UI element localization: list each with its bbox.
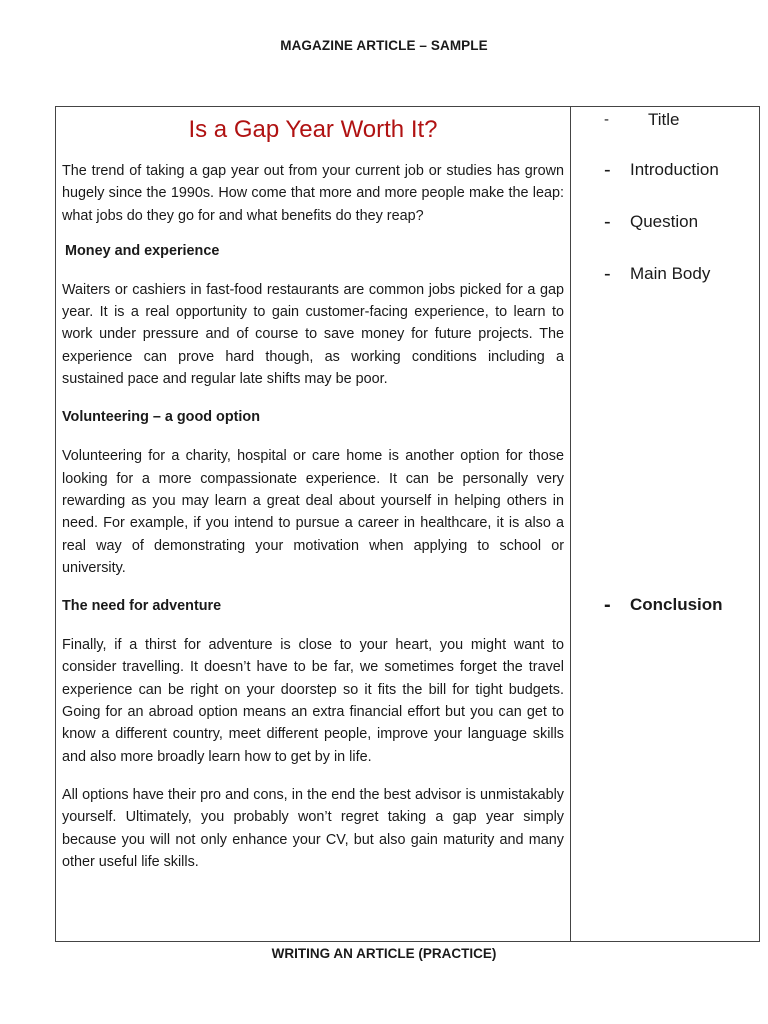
volunteering-paragraph: Volunteering for a charity, hospital or care home is another option for those looking for a more compassionate experience. It can be personally very rewarding as you may learn a great deal about yourself in helping others in need. For example, if you intend to pursue a career in healthcare, it is also a real way of demonstrating your motivation when applying to school or university.: [62, 448, 564, 576]
label-dash: -: [604, 111, 609, 128]
section-heading-adventure: The need for adventure: [62, 598, 222, 615]
label-title: [604, 109, 680, 131]
label-conclusion: [604, 594, 723, 616]
article-column: [62, 107, 564, 873]
label-dash: -: [604, 211, 611, 233]
adventure-paragraph: Finally, if a thirst for adventure is close to your heart, you might want to consider travelling. It doesn’t have to be far, we sometimes forget the travel experience can be right on your doorstep so it fits the bill for tight budgets. Going for an abroad option means an extra financial effort but you can get to know a different country, meet different people, improve your language skills and also more broadly learn how to get by in life.: [62, 637, 564, 765]
label-dash: -: [604, 263, 611, 285]
label-conclusion-text: Conclusion: [630, 595, 723, 614]
label-introduction-text: Introduction: [630, 160, 719, 179]
document-footer: WRITING AN ARTICLE (PRACTICE): [271, 946, 497, 961]
label-main-body-text: Main Body: [630, 264, 711, 283]
label-title-text: Title: [648, 110, 680, 129]
article-table: [55, 106, 760, 942]
money-paragraph: Waiters or cashiers in fast-food restaurants are common jobs picked for a gap year. It is a real opportunity to gain customer-facing experience, to learn to work under pressure and of course to save money for future projects. The experience can prove hard though, as working conditions including a sustained pace and regular late shifts may be poor.: [62, 281, 564, 388]
label-question-text: Question: [630, 212, 699, 231]
conclusion-paragraph: All options have their pro and cons, in the end the best advisor is unmistakably yourself. Ultimately, you probably won’t regret taking a gap year simply because you will not only enhance your CV, but also gain maturity and many other useful life skills.: [62, 786, 564, 870]
article-title: Is a Gap Year Worth It?: [188, 116, 438, 143]
intro-paragraph: The trend of taking a gap year out from your current job or studies has grown hugely since the 1990s. How come that more and more people make the leap: what jobs do they go for and what benefits do they reap?: [62, 163, 564, 224]
document-header: MAGAZINE ARTICLE – SAMPLE: [280, 38, 488, 53]
column-divider: [570, 107, 571, 941]
section-heading-money: Money and experience: [65, 242, 220, 259]
label-main-body: [604, 263, 710, 285]
section-heading-volunteering: Volunteering – a good option: [62, 409, 260, 426]
label-question: [604, 211, 698, 233]
label-dash: -: [604, 159, 611, 181]
label-introduction: [604, 159, 719, 181]
label-dash: -: [604, 594, 611, 616]
